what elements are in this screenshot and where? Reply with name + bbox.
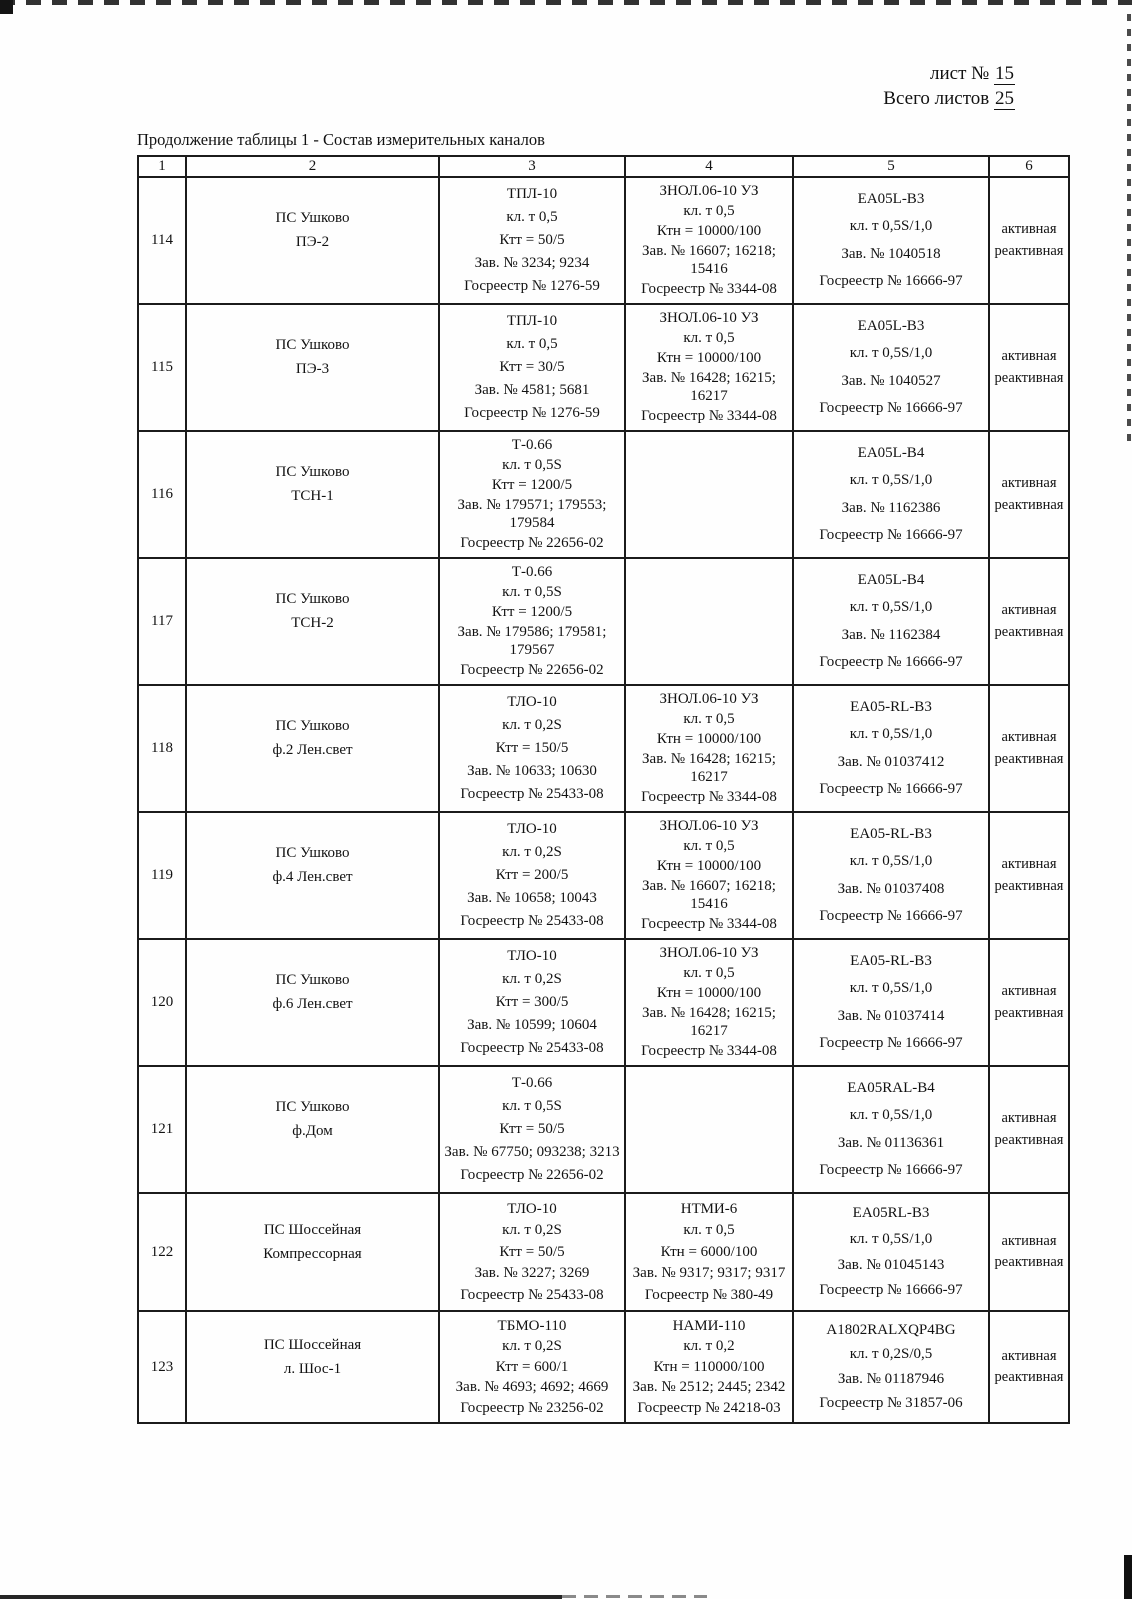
cell-line: Зав. № 10633; 10630	[467, 763, 597, 780]
cell-line: EA05-RL-B3	[850, 825, 932, 842]
cell-voltage-transformer	[625, 685, 793, 812]
cell-line: Госреестр № 380-49	[644, 1286, 774, 1303]
column-header: 2	[186, 156, 439, 177]
column-header: 6	[989, 156, 1069, 177]
cell-line: Зав. № 1040527	[841, 372, 941, 389]
cell-line: активная	[1001, 856, 1057, 873]
cell-line: ТСН-2	[291, 615, 334, 631]
cell-current-transformer	[439, 558, 625, 685]
cell-line: Госреестр № 16666-97	[819, 1162, 963, 1179]
page-number-block	[883, 61, 1015, 111]
cell-energy-types	[989, 431, 1069, 558]
table-row	[138, 1066, 1069, 1193]
cell-energy-types	[989, 685, 1069, 812]
cell-line: Госреестр № 25433-08	[460, 1040, 604, 1057]
cell-line: Госреестр № 16666-97	[819, 1035, 963, 1052]
cell-line: Ктн = 110000/100	[653, 1358, 765, 1375]
cell-substation	[186, 939, 439, 1066]
cell-line: кл. т 0,2S	[502, 1222, 562, 1239]
cell-line: ТЛО-10	[507, 948, 557, 965]
cell-line: Зав. № 10658; 10043	[467, 890, 597, 907]
cell-meter	[793, 431, 989, 558]
cell-line: НТМИ-6	[680, 1200, 738, 1217]
cell-line: ТЛО-10	[507, 694, 557, 711]
cell-line: 120	[150, 994, 174, 1011]
measuring-channels-table	[137, 155, 1070, 1424]
cell-line: 122	[150, 1243, 174, 1260]
cell-line: Зав. № 1162384	[841, 626, 941, 643]
cell-voltage-transformer	[625, 812, 793, 939]
cell-line: Зав. № 2512; 2445; 2342	[632, 1379, 786, 1396]
cell-line: EA05L-B3	[857, 317, 925, 334]
cell-line: Т-0.66	[511, 564, 553, 581]
cell-line: активная	[1001, 729, 1057, 746]
cell-line: кл. т 0,2S	[502, 1338, 562, 1355]
cell-line: кл. т 0,5S	[502, 1098, 562, 1115]
cell-line: 114	[151, 232, 173, 249]
cell-line: Ктт = 50/5	[499, 1121, 565, 1138]
cell-line: активная	[1001, 1110, 1057, 1127]
cell-energy-types	[989, 1066, 1069, 1193]
cell-line: Ктн = 10000/100	[656, 222, 762, 239]
cell-line: активная	[1001, 983, 1057, 1000]
cell-line: Зав. № 01045143	[837, 1256, 945, 1273]
cell-line: Ктт = 600/1	[495, 1358, 569, 1375]
table-row	[138, 558, 1069, 685]
cell-line: Ктт = 1200/5	[491, 476, 573, 493]
cell-line: ТПЛ-10	[506, 313, 558, 330]
cell-line: кл. т 0,5S/1,0	[849, 1230, 933, 1247]
cell-line: EA05L-B3	[857, 190, 925, 207]
cell-meter	[793, 304, 989, 431]
cell-line: Госреестр № 3344-08	[641, 916, 777, 933]
cell-line: кл. т 0,5S	[502, 456, 562, 473]
cell-line: Зав. № 179586; 179581; 179567	[457, 623, 607, 659]
cell-line: Ктт = 1200/5	[491, 603, 573, 620]
cell-line: EA05-RL-B3	[850, 698, 932, 715]
cell-line: ТЛО-10	[507, 1200, 557, 1217]
cell-channel-number	[138, 304, 186, 431]
cell-line: ф.2 Лен.свет	[272, 742, 353, 758]
cell-line: Госреестр № 22656-02	[460, 662, 604, 679]
scan-artifact-corner-mark	[0, 0, 13, 14]
cell-current-transformer	[439, 812, 625, 939]
cell-line: ЗНОЛ.06-10 УЗ	[659, 691, 759, 708]
cell-line: ПС Ушково	[275, 718, 350, 735]
cell-line: ЗНОЛ.06-10 УЗ	[659, 945, 759, 962]
cell-line: Зав. № 16428; 16215; 16217	[642, 1004, 776, 1040]
cell-line: Госреестр № 23256-02	[460, 1399, 604, 1416]
cell-line: ПС Ушково	[275, 337, 350, 354]
cell-line: кл. т 0,5	[683, 710, 735, 727]
cell-line: ПС Ушково	[275, 464, 350, 481]
cell-energy-types	[989, 558, 1069, 685]
cell-channel-number	[138, 1066, 186, 1193]
cell-line: реактивная	[994, 1369, 1064, 1385]
cell-current-transformer	[439, 177, 625, 304]
cell-line: Ктн = 10000/100	[656, 857, 762, 874]
cell-voltage-transformer	[625, 1066, 793, 1193]
cell-line: Зав. № 01136361	[837, 1134, 945, 1151]
cell-voltage-transformer	[625, 304, 793, 431]
cell-line: Госреестр № 1276-59	[464, 278, 600, 295]
cell-line: EA05RL-B3	[852, 1205, 930, 1221]
cell-line: кл. т 0,5	[506, 209, 558, 226]
cell-energy-types	[989, 812, 1069, 939]
cell-line: EA05L-B4	[857, 444, 925, 461]
cell-voltage-transformer	[625, 177, 793, 304]
cell-line: ПС Ушково	[275, 1099, 350, 1116]
cell-line: ТСН-1	[291, 488, 334, 504]
cell-line: реактивная	[994, 1131, 1064, 1148]
cell-line: Ктт = 150/5	[495, 740, 569, 757]
cell-line: Госреестр № 16666-97	[819, 527, 963, 544]
cell-energy-types	[989, 939, 1069, 1066]
cell-line: кл. т 0,2S	[502, 717, 562, 734]
cell-current-transformer	[439, 431, 625, 558]
sheet-number-line	[883, 61, 1015, 86]
cell-line: активная	[1001, 221, 1057, 238]
cell-line: Госреестр № 16666-97	[819, 781, 963, 798]
cell-line: ПЭ-3	[295, 361, 330, 377]
cell-meter	[793, 1066, 989, 1193]
cell-line: ТПЛ-10	[506, 186, 558, 203]
cell-meter	[793, 1193, 989, 1311]
cell-channel-number	[138, 1193, 186, 1311]
cell-line: Госреестр № 16666-97	[819, 654, 963, 671]
cell-meter	[793, 939, 989, 1066]
cell-line: Зав. № 01187946	[837, 1370, 945, 1387]
cell-meter	[793, 685, 989, 812]
cell-line: кл. т 0,5S/1,0	[849, 345, 933, 362]
cell-line: Ктн = 10000/100	[656, 730, 762, 747]
cell-line: активная	[1001, 1347, 1057, 1364]
cell-line: реактивная	[994, 496, 1064, 513]
cell-substation	[186, 1193, 439, 1311]
cell-line: ПЭ-2	[295, 234, 330, 250]
cell-line: кл. т 0,5S/1,0	[849, 1107, 933, 1124]
table-row	[138, 431, 1069, 558]
cell-line: кл. т 0,5	[683, 1222, 735, 1239]
cell-line: Госреестр № 3344-08	[641, 408, 777, 425]
cell-channel-number	[138, 1311, 186, 1423]
cell-meter	[793, 177, 989, 304]
cell-line: Госреестр № 16666-97	[819, 273, 963, 290]
cell-line: Госреестр № 25433-08	[460, 786, 604, 803]
table-row	[138, 177, 1069, 304]
cell-line: Ктт = 30/5	[499, 359, 565, 376]
cell-energy-types	[989, 1311, 1069, 1423]
cell-line: ПС Ушково	[275, 845, 350, 862]
cell-line: реактивная	[994, 369, 1064, 386]
cell-channel-number	[138, 685, 186, 812]
cell-voltage-transformer	[625, 558, 793, 685]
cell-line: ПС Ушково	[275, 210, 350, 227]
cell-voltage-transformer	[625, 1193, 793, 1311]
cell-substation	[186, 1311, 439, 1423]
cell-line: Зав. № 16607; 16218; 15416	[642, 877, 776, 913]
cell-line: ф.4 Лен.свет	[272, 869, 353, 885]
cell-line: Госреестр № 1276-59	[464, 405, 600, 422]
table-row	[138, 304, 1069, 431]
cell-line: Ктт = 300/5	[495, 994, 569, 1011]
cell-line: реактивная	[994, 750, 1064, 767]
cell-line: 123	[150, 1358, 174, 1375]
cell-energy-types	[989, 304, 1069, 431]
cell-line: кл. т 0,5	[683, 964, 735, 981]
cell-line: Госреестр № 3344-08	[641, 789, 777, 806]
cell-line: Зав. № 67750; 093238; 3213	[444, 1144, 620, 1161]
total-sheets-label: Всего листов	[883, 88, 990, 109]
table-row	[138, 685, 1069, 812]
cell-line: EA05L-B4	[857, 571, 925, 588]
table-title: Продолжение таблицы 1 - Состав измерительных каналов	[137, 130, 545, 149]
cell-line: реактивная	[994, 1254, 1064, 1270]
cell-line: Зав. № 4581; 5681	[474, 382, 590, 399]
cell-line: Зав. № 3234; 9234	[474, 255, 590, 272]
table-row	[138, 1311, 1069, 1423]
scan-artifact-bottom-edge-faint	[562, 1595, 707, 1598]
column-header: 3	[439, 156, 625, 177]
cell-current-transformer	[439, 1193, 625, 1311]
cell-channel-number	[138, 177, 186, 304]
cell-line: Зав. № 01037414	[837, 1007, 945, 1024]
cell-line: кл. т 0,2	[683, 1338, 735, 1355]
cell-current-transformer	[439, 685, 625, 812]
cell-line: EA05-RL-B3	[850, 952, 932, 969]
cell-line: активная	[1001, 475, 1057, 492]
cell-line: кл. т 0,5S/1,0	[849, 599, 933, 616]
cell-line: активная	[1001, 1232, 1057, 1249]
cell-line: Госреестр № 25433-08	[460, 1286, 604, 1303]
cell-line: Зав. № 3227; 3269	[474, 1265, 590, 1282]
cell-line: реактивная	[994, 877, 1064, 894]
cell-line: Госреестр № 16666-97	[819, 1282, 963, 1299]
cell-line: кл. т 0,2S/0,5	[849, 1346, 933, 1363]
cell-line: Госреестр № 3344-08	[641, 1043, 777, 1060]
cell-line: кл. т 0,5S/1,0	[849, 472, 933, 489]
cell-voltage-transformer	[625, 431, 793, 558]
cell-line: активная	[1001, 602, 1057, 619]
cell-line: кл. т 0,2S	[502, 971, 562, 988]
cell-line: Госреестр № 31857-06	[819, 1395, 963, 1412]
cell-line: ЗНОЛ.06-10 УЗ	[659, 818, 759, 835]
sheet-number: 15	[995, 63, 1014, 84]
cell-line: Компрессорная	[263, 1245, 362, 1262]
cell-current-transformer	[439, 1066, 625, 1193]
cell-meter	[793, 558, 989, 685]
scan-artifact-bottom-right-bar	[1124, 1555, 1132, 1599]
cell-line: реактивная	[994, 242, 1064, 259]
cell-line: Зав. № 9317; 9317; 9317	[632, 1265, 786, 1282]
total-sheets-line	[883, 86, 1015, 111]
cell-substation	[186, 685, 439, 812]
table-row	[138, 939, 1069, 1066]
cell-line: кл. т 0,5S/1,0	[849, 980, 933, 997]
cell-line: Зав. № 16607; 16218; 15416	[642, 242, 776, 278]
cell-line: кл. т 0,5	[683, 329, 735, 346]
column-header: 4	[625, 156, 793, 177]
cell-line: ф.Дом	[292, 1123, 333, 1139]
cell-line: ПС Шоссейная	[263, 1336, 362, 1353]
table-body	[138, 177, 1069, 1423]
cell-line: ПС Ушково	[275, 591, 350, 608]
cell-line: ПС Ушково	[275, 972, 350, 989]
cell-line: ЗНОЛ.06-10 УЗ	[659, 183, 759, 200]
cell-line: кл. т 0,5S/1,0	[849, 726, 933, 743]
cell-line: кл. т 0,5	[683, 202, 735, 219]
cell-line: 121	[150, 1121, 174, 1138]
cell-line: кл. т 0,5S/1,0	[849, 218, 933, 235]
cell-line: кл. т 0,5	[506, 336, 558, 353]
cell-line: Зав. № 4693; 4692; 4669	[455, 1379, 609, 1396]
cell-channel-number	[138, 939, 186, 1066]
table-row	[138, 1193, 1069, 1311]
cell-substation	[186, 177, 439, 304]
cell-line: 116	[151, 486, 173, 503]
cell-line: Госреестр № 25433-08	[460, 913, 604, 930]
column-header: 5	[793, 156, 989, 177]
cell-line: 115	[151, 359, 173, 376]
cell-line: Зав. № 01037408	[837, 880, 945, 897]
cell-line: Т-0.66	[511, 437, 553, 454]
cell-line: Госреестр № 22656-02	[460, 1167, 604, 1184]
scan-artifact-right-edge	[1127, 14, 1131, 446]
cell-line: Ктн = 6000/100	[660, 1243, 758, 1260]
cell-current-transformer	[439, 939, 625, 1066]
cell-substation	[186, 431, 439, 558]
cell-channel-number	[138, 431, 186, 558]
cell-substation	[186, 812, 439, 939]
cell-substation	[186, 304, 439, 431]
cell-line: активная	[1001, 348, 1057, 365]
cell-line: ТБМО-110	[497, 1317, 567, 1334]
cell-line: Ктн = 10000/100	[656, 984, 762, 1001]
cell-line: A1802RALXQP4BG	[826, 1321, 956, 1338]
cell-substation	[186, 1066, 439, 1193]
cell-current-transformer	[439, 1311, 625, 1423]
cell-line: Зав. № 1162386	[841, 499, 941, 516]
cell-current-transformer	[439, 304, 625, 431]
cell-line: Зав. № 1040518	[841, 245, 941, 262]
cell-line: Ктт = 50/5	[499, 232, 565, 249]
cell-line: ф.6 Лен.свет	[272, 996, 353, 1012]
cell-line: реактивная	[994, 623, 1064, 640]
cell-channel-number	[138, 812, 186, 939]
total-sheets-number: 25	[995, 88, 1014, 109]
cell-line: Госреестр № 24218-03	[637, 1399, 781, 1416]
cell-energy-types	[989, 1193, 1069, 1311]
cell-line: Зав. № 01037412	[837, 753, 945, 770]
cell-line: ПС Шоссейная	[263, 1221, 362, 1238]
cell-line: EA05RAL-B4	[847, 1079, 935, 1096]
cell-line: 117	[151, 613, 173, 630]
cell-line: кл. т 0,5S	[502, 583, 562, 600]
cell-line: ТЛО-10	[507, 821, 557, 838]
cell-line: 118	[151, 740, 173, 757]
cell-substation	[186, 558, 439, 685]
scan-artifact-top-edge	[0, 0, 1132, 5]
sheet-label: лист №	[929, 63, 990, 84]
cell-meter	[793, 1311, 989, 1423]
cell-meter	[793, 812, 989, 939]
cell-line: Госреестр № 3344-08	[641, 281, 777, 298]
cell-line: кл. т 0,2S	[502, 844, 562, 861]
cell-voltage-transformer	[625, 1311, 793, 1423]
cell-line: Госреестр № 16666-97	[819, 908, 963, 925]
cell-line: Т-0.66	[511, 1075, 553, 1092]
cell-line: Зав. № 179571; 179553; 179584	[457, 496, 607, 532]
cell-line: кл. т 0,5	[683, 837, 735, 854]
cell-line: л. Шос-1	[283, 1360, 342, 1377]
cell-line: Зав. № 10599; 10604	[467, 1017, 597, 1034]
cell-line: кл. т 0,5S/1,0	[849, 853, 933, 870]
cell-voltage-transformer	[625, 939, 793, 1066]
cell-line: Госреестр № 16666-97	[819, 400, 963, 417]
cell-line: Госреестр № 22656-02	[460, 535, 604, 552]
scan-artifact-bottom-edge	[0, 1595, 562, 1599]
column-header: 1	[138, 156, 186, 177]
cell-channel-number	[138, 558, 186, 685]
cell-line: Ктт = 50/5	[499, 1243, 565, 1260]
cell-line: НАМИ-110	[672, 1317, 746, 1334]
cell-line: Зав. № 16428; 16215; 16217	[642, 369, 776, 405]
cell-line: 119	[151, 867, 173, 884]
table-row	[138, 812, 1069, 939]
cell-line: Ктт = 200/5	[495, 867, 569, 884]
cell-energy-types	[989, 177, 1069, 304]
cell-line: ЗНОЛ.06-10 УЗ	[659, 310, 759, 327]
cell-line: реактивная	[994, 1004, 1064, 1021]
cell-line: Ктн = 10000/100	[656, 349, 762, 366]
cell-line: Зав. № 16428; 16215; 16217	[642, 750, 776, 786]
